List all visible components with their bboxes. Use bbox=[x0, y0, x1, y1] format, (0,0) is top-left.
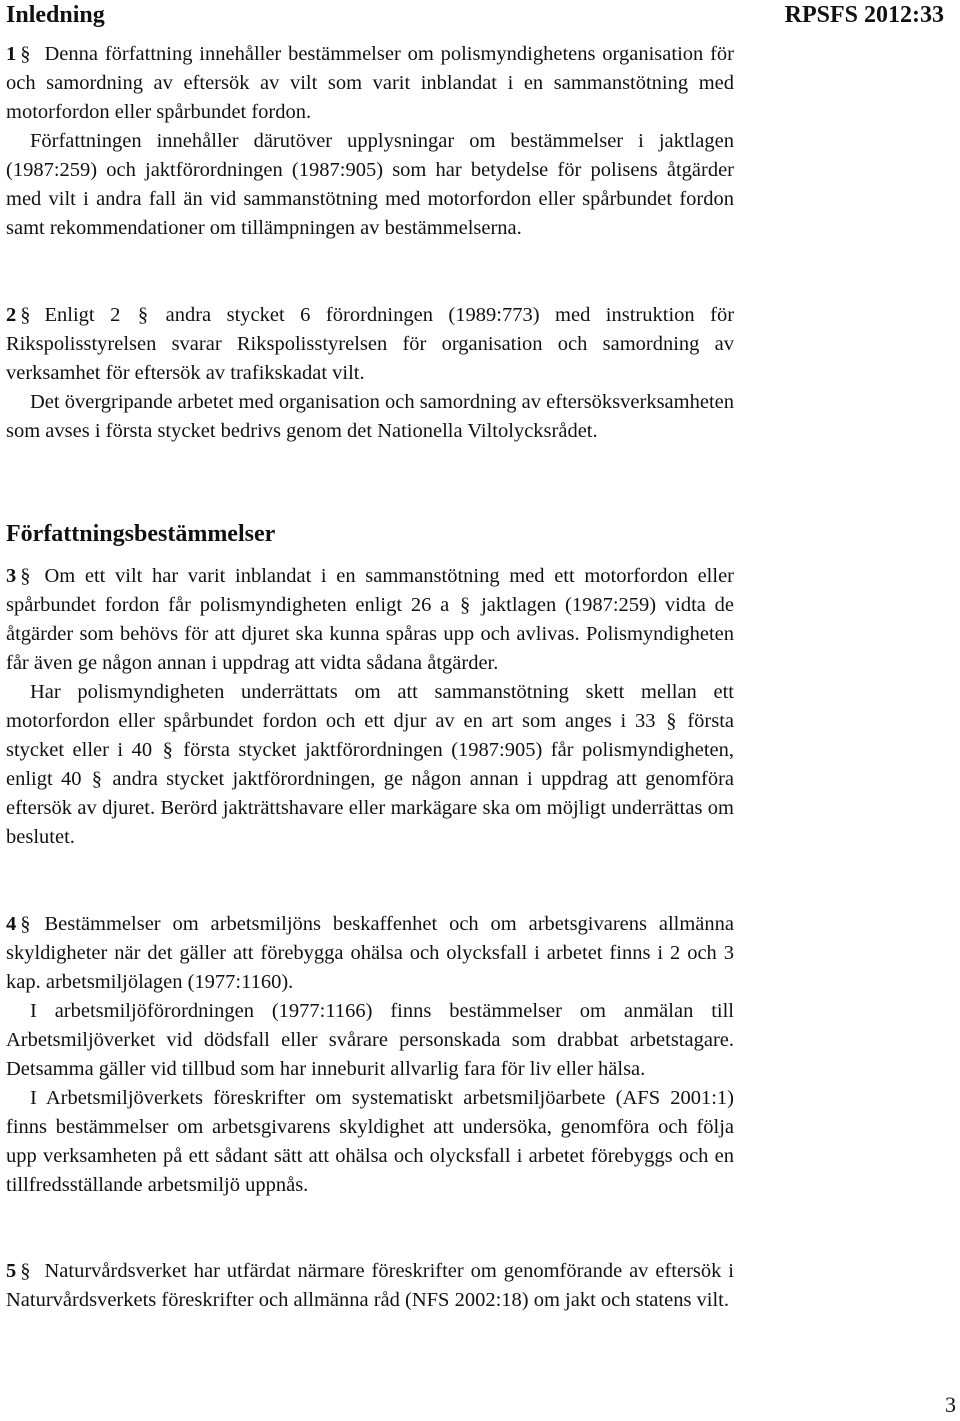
paragraph-5-text-1 bbox=[6, 1257, 734, 1315]
paragraph-text: andra stycket 6 förordningen (1989:773) med instruktion för Rikspolisstyrelsen svarar Rikspolisstyrelsen för organisation och samordning av verksamhet för eftersök av trafikskadat vilt. bbox=[6, 304, 735, 384]
paragraph-number: 5 bbox=[6, 1260, 17, 1282]
section-sign: § bbox=[137, 304, 149, 326]
paragraph-4-text-3: I Arbetsmiljöverkets föreskrifter om systematiskt arbetsmiljöarbete (AFS 2001:1) finns bestämmelser om arbetsgivarens skyldighet att undersöka, genomföra och följa upp verksamheten på ett sådant sätt att ohälsa och olycksfall i arbetet förebyggs och en tillfredsställande arbetsmiljö uppnås. bbox=[6, 1087, 734, 1196]
section-sign: § bbox=[20, 43, 31, 65]
section-heading-inledning: Inledning bbox=[6, 2, 105, 28]
paragraph-text: andra stycket jaktförordningen, ge någon annan i uppdrag att genomföra eftersök av djuret. Berörd jakträttshavare eller markägare ska om möjligt underrättas om beslutet. bbox=[6, 768, 734, 848]
page-number: 3 bbox=[945, 1392, 956, 1417]
paragraph-3 bbox=[6, 562, 734, 852]
paragraph-4-text-2: I arbetsmiljöförordningen (1977:1166) finns bestämmelser om anmälan till Arbetsmiljöverket vid dödsfall eller svårare personskada som drabbat arbetstagare. Detsamma gäller vid tillbud som har inneburit allvarlig fara för liv eller hälsa. bbox=[6, 1000, 734, 1080]
paragraph-2-text-2: Det övergripande arbetet med organisation och samordning av eftersöksverksamheten som avses i första stycket bedrivs genom det Nationella Viltolycksrådet. bbox=[6, 391, 734, 442]
section-sign: § bbox=[162, 739, 173, 761]
section-sign: § bbox=[20, 913, 31, 935]
paragraph-text: Om ett vilt har varit inblandat i en sammanstötning med ett motorfordon eller spårbundet fordon får polismyndigheten enligt 26 a bbox=[6, 565, 734, 616]
paragraph-number: 1 bbox=[6, 43, 17, 65]
section-sign: § bbox=[20, 565, 31, 587]
paragraph-1-text-2: Författningen innehåller därutöver upplysningar om bestämmelser i jaktlagen (1987:259) och jaktförordningen (1987:905) som har betydelse för polisens åtgärder med vilt i andra fall än vid sammanstötning med motorfordon eller spårbundet fordon samt rekommendationer om tillämpningen av bestämmelserna. bbox=[6, 130, 734, 239]
paragraph-text: Har polismyndigheten underrättats om att sammanstötning skett mellan ett motorfordon eller spårbundet fordon och ett djur av en art som anges i 33 bbox=[6, 681, 734, 732]
paragraph-4-text-1 bbox=[6, 910, 734, 997]
paragraph-number: 4 bbox=[6, 913, 17, 935]
paragraph-text: Naturvårdsverket har utfärdat närmare föreskrifter om genomförande av eftersök i Naturvårdsverkets föreskrifter och allmänna råd (NFS 2002:18) om jakt och statens vilt. bbox=[6, 1260, 734, 1311]
paragraph-text: Enligt 2 bbox=[44, 304, 121, 326]
paragraph-text: första stycket jaktförordningen (1987:905) får polismyndigheten, enligt 40 bbox=[6, 739, 735, 790]
paragraph-text: jaktlagen (1987:259) vidta de åtgärder som behövs för att djuret ska kunna spåras upp och avlivas. Polismyndigheten får även ge någon annan i uppdrag att vidta sådana åtgärder. bbox=[6, 594, 735, 674]
section-sign: § bbox=[91, 768, 103, 790]
section-sign: § bbox=[666, 710, 677, 732]
section-sign: § bbox=[460, 594, 471, 616]
paragraph-2-text-1 bbox=[6, 301, 734, 388]
paragraph-3-text-2 bbox=[6, 678, 734, 852]
paragraph-3-text-1 bbox=[6, 562, 734, 678]
paragraph-5 bbox=[6, 1257, 734, 1315]
paragraph-text: Denna författning innehåller bestämmelser om polismyndighetens organisation för och samordning av eftersök av vilt som varit inblandat i en sammanstötning med motorfordon eller spårbundet fordon. bbox=[6, 43, 734, 123]
paragraph-1 bbox=[6, 40, 734, 243]
paragraph-number: 2 bbox=[6, 304, 17, 326]
paragraph-4 bbox=[6, 910, 734, 1200]
section-sign: § bbox=[20, 1260, 31, 1282]
section-heading-forfattningsbestammelser: Författningsbestämmelser bbox=[6, 521, 276, 547]
section-sign: § bbox=[20, 304, 31, 326]
paragraph-text: Bestämmelser om arbetsmiljöns beskaffenhet och om arbetsgivarens allmänna skyldigheter när det gäller att förebygga ohälsa och olycksfall i arbetet finns i 2 och 3 kap. arbetsmiljölagen (1977:1160). bbox=[6, 913, 734, 993]
paragraph-2 bbox=[6, 301, 734, 446]
paragraph-text: första stycket eller i 40 bbox=[6, 710, 734, 761]
paragraph-1-text-1 bbox=[6, 40, 734, 127]
paragraph-number: 3 bbox=[6, 565, 17, 587]
document-reference: RPSFS 2012:33 bbox=[784, 2, 944, 28]
